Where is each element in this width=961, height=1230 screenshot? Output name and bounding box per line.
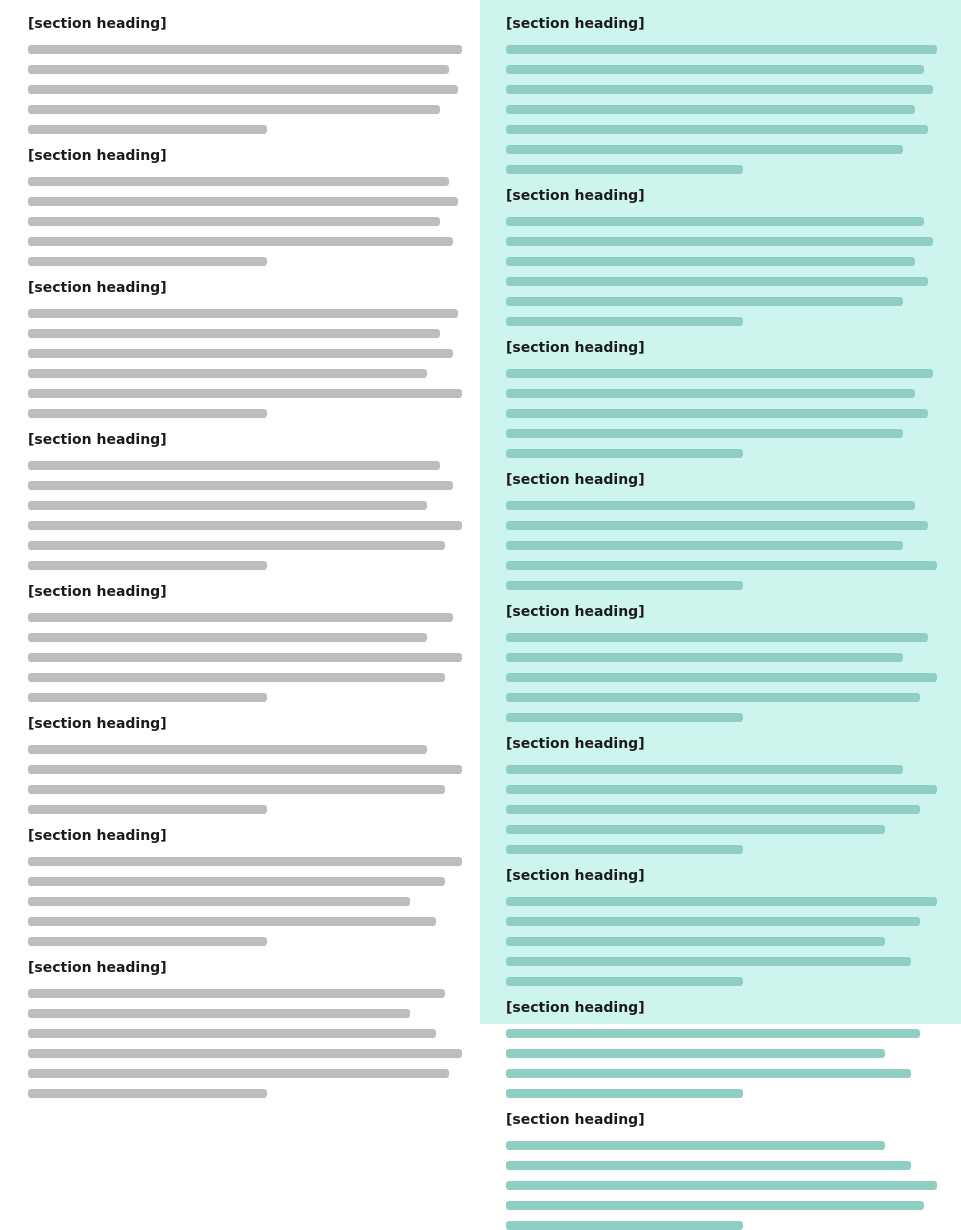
entry [28, 958, 462, 1098]
entry [28, 582, 462, 702]
text-placeholder-bar [28, 877, 445, 886]
right-column [480, 0, 961, 1128]
entry-title: [section heading] [28, 16, 167, 32]
text-placeholder-bar [28, 541, 445, 550]
entry-title: [section heading] [506, 1000, 645, 1016]
text-placeholder-bar [28, 481, 453, 490]
text-placeholder-bar [506, 1069, 911, 1078]
entry [28, 430, 462, 570]
text-placeholder-bar [28, 389, 462, 398]
entry-title: [section heading] [28, 432, 167, 448]
text-placeholder-bar [28, 65, 449, 74]
text-placeholder-bar [506, 1201, 924, 1210]
text-placeholder-bar [28, 897, 410, 906]
entry [506, 998, 937, 1098]
text-placeholder-bar [506, 389, 915, 398]
text-placeholder-bar [506, 561, 937, 570]
text-placeholder-bar [506, 85, 933, 94]
text-placeholder-bar [506, 105, 915, 114]
text-placeholder-bar [28, 785, 445, 794]
text-placeholder-bar [28, 409, 267, 418]
entry-title: [section heading] [28, 148, 167, 164]
text-placeholder-bar [506, 45, 937, 54]
text-placeholder-bar [506, 825, 885, 834]
text-placeholder-bar [28, 805, 267, 814]
text-placeholder-bar [506, 673, 937, 682]
text-placeholder-bar [28, 461, 440, 470]
entry-title: [section heading] [28, 716, 167, 732]
text-placeholder-bar [506, 1029, 920, 1038]
text-placeholder-bar [28, 349, 453, 358]
text-placeholder-bar [506, 521, 928, 530]
entry [506, 186, 937, 326]
text-placeholder-bar [506, 429, 903, 438]
entry [28, 14, 462, 134]
entry [506, 1110, 937, 1230]
text-placeholder-bar [506, 765, 903, 774]
text-placeholder-bar [506, 845, 743, 854]
entry-title: [section heading] [506, 868, 645, 884]
text-placeholder-bar [28, 937, 267, 946]
entry [506, 602, 937, 722]
text-placeholder-bar [506, 937, 885, 946]
entry [506, 734, 937, 854]
text-placeholder-bar [28, 917, 436, 926]
text-placeholder-bar [28, 989, 445, 998]
text-placeholder-bar [506, 957, 911, 966]
text-placeholder-bar [506, 257, 915, 266]
text-placeholder-bar [506, 145, 903, 154]
text-placeholder-bar [506, 297, 903, 306]
text-placeholder-bar [28, 653, 462, 662]
text-placeholder-bar [506, 1089, 743, 1098]
text-placeholder-bar [506, 217, 924, 226]
text-placeholder-bar [506, 541, 903, 550]
entry [506, 470, 937, 590]
text-placeholder-bar [506, 1141, 885, 1150]
text-placeholder-bar [28, 369, 427, 378]
text-placeholder-bar [28, 765, 462, 774]
text-placeholder-bar [506, 785, 937, 794]
text-placeholder-bar [506, 409, 928, 418]
text-placeholder-bar [28, 1009, 410, 1018]
entry [28, 826, 462, 946]
text-placeholder-bar [506, 897, 937, 906]
text-placeholder-bar [506, 317, 743, 326]
entry-title: [section heading] [506, 736, 645, 752]
text-placeholder-bar [506, 1161, 911, 1170]
text-placeholder-bar [28, 633, 427, 642]
text-placeholder-bar [28, 561, 267, 570]
text-placeholder-bar [28, 85, 458, 94]
entry [506, 14, 937, 174]
entry-title: [section heading] [28, 960, 167, 976]
text-placeholder-bar [28, 1089, 267, 1098]
text-placeholder-bar [506, 65, 924, 74]
text-placeholder-bar [506, 977, 743, 986]
entry-title: [section heading] [506, 472, 645, 488]
entry-title: [section heading] [28, 828, 167, 844]
entry-title: [section heading] [28, 280, 167, 296]
text-placeholder-bar [28, 105, 440, 114]
entry [506, 866, 937, 986]
text-placeholder-bar [506, 713, 743, 722]
text-placeholder-bar [506, 501, 915, 510]
entry-title: [section heading] [28, 584, 167, 600]
text-placeholder-bar [28, 329, 440, 338]
text-placeholder-bar [506, 633, 928, 642]
entry [28, 146, 462, 266]
entry [506, 338, 937, 458]
text-placeholder-bar [28, 257, 267, 266]
entry-title: [section heading] [506, 188, 645, 204]
text-placeholder-bar [28, 45, 462, 54]
text-placeholder-bar [506, 1049, 885, 1058]
text-placeholder-bar [506, 449, 743, 458]
text-placeholder-bar [28, 1069, 449, 1078]
text-placeholder-bar [28, 857, 462, 866]
text-placeholder-bar [506, 653, 903, 662]
left-column [0, 0, 480, 1024]
text-placeholder-bar [506, 277, 928, 286]
text-placeholder-bar [506, 581, 743, 590]
text-placeholder-bar [28, 1049, 462, 1058]
text-placeholder-bar [506, 1221, 743, 1230]
text-placeholder-bar [506, 125, 928, 134]
text-placeholder-bar [506, 369, 933, 378]
text-placeholder-bar [506, 917, 920, 926]
text-placeholder-bar [28, 309, 458, 318]
text-placeholder-bar [506, 693, 920, 702]
text-placeholder-bar [28, 217, 440, 226]
text-placeholder-bar [28, 1029, 436, 1038]
text-placeholder-bar [506, 237, 933, 246]
entry-title: [section heading] [506, 1112, 645, 1128]
text-placeholder-bar [506, 165, 743, 174]
text-placeholder-bar [28, 177, 449, 186]
text-placeholder-bar [28, 693, 267, 702]
text-placeholder-bar [28, 673, 445, 682]
text-placeholder-bar [28, 237, 453, 246]
text-placeholder-bar [506, 805, 920, 814]
entry-title: [section heading] [506, 340, 645, 356]
entry [28, 714, 462, 814]
text-placeholder-bar [28, 613, 453, 622]
text-placeholder-bar [28, 125, 267, 134]
text-placeholder-bar [28, 745, 427, 754]
text-placeholder-bar [28, 197, 458, 206]
entry-title: [section heading] [506, 16, 645, 32]
text-placeholder-bar [506, 1181, 937, 1190]
text-placeholder-bar [28, 501, 427, 510]
text-placeholder-bar [28, 521, 462, 530]
entry-title: [section heading] [506, 604, 645, 620]
entry [28, 278, 462, 418]
